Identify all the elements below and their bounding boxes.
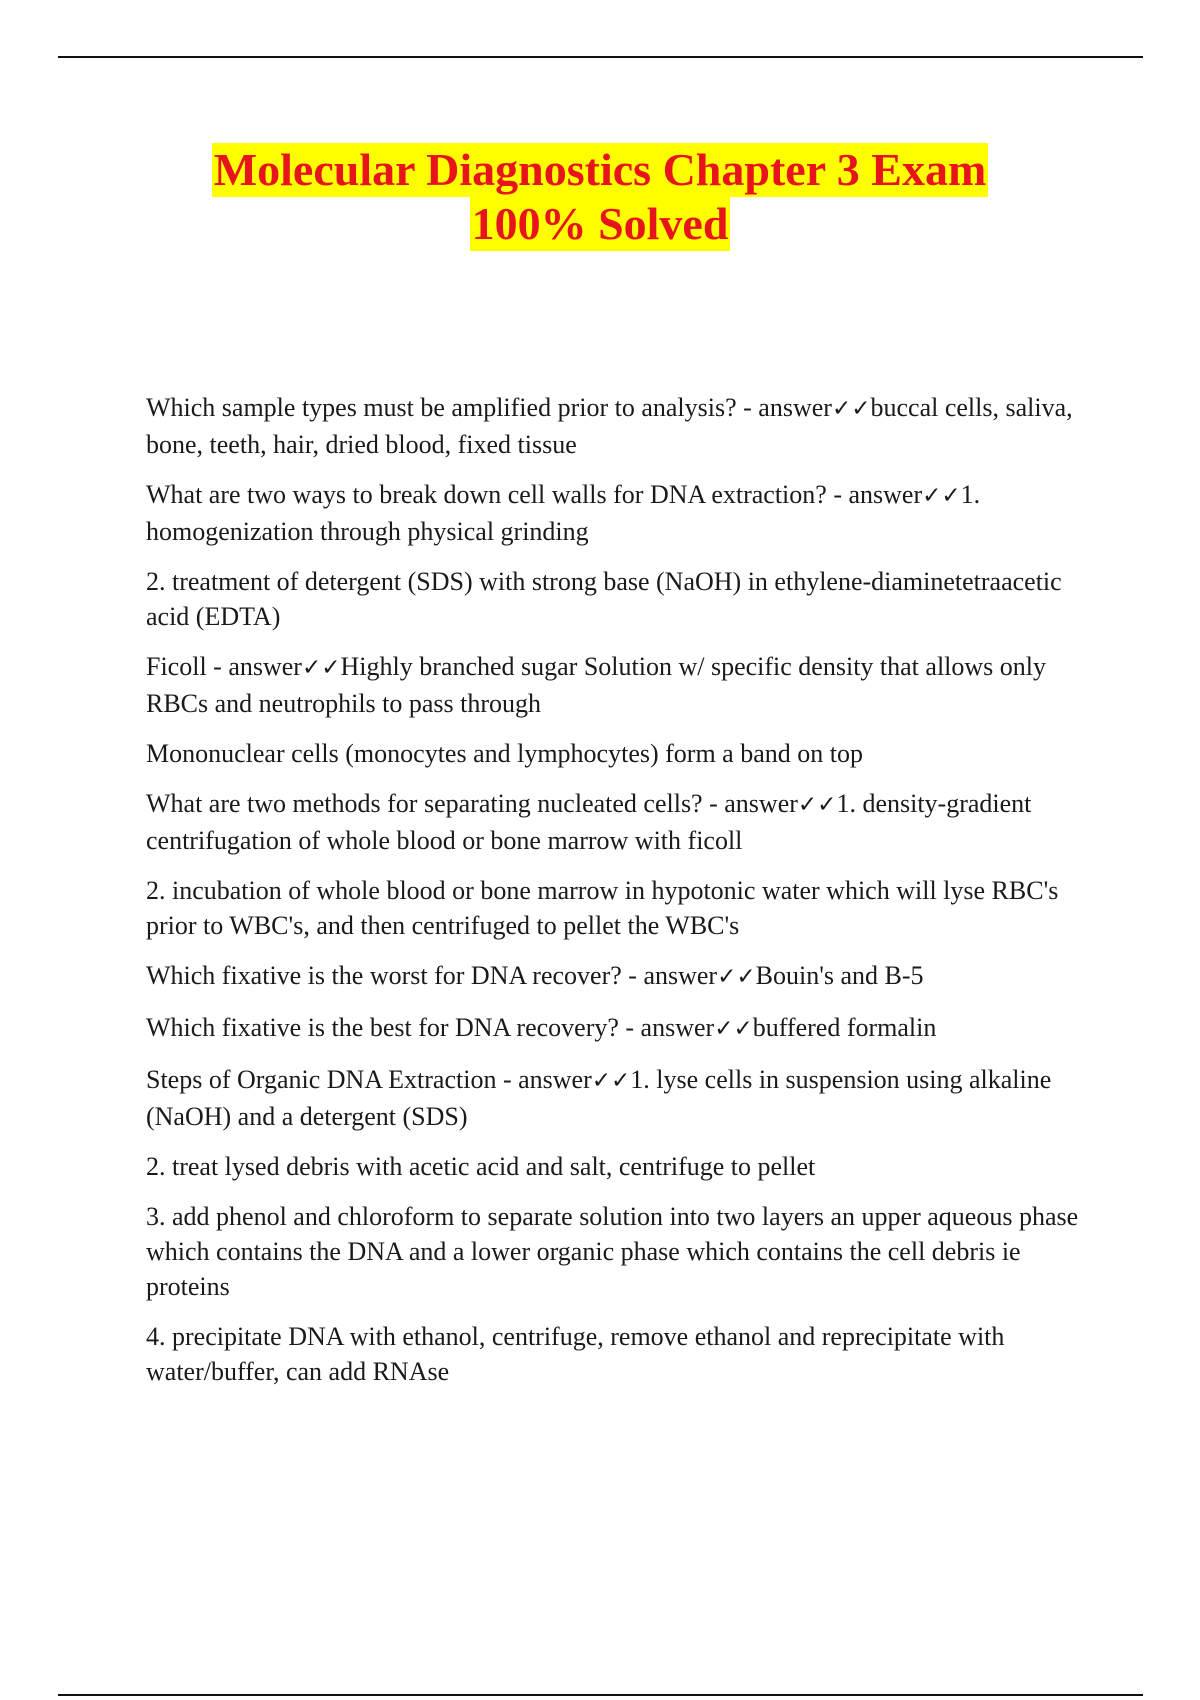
- qa-item: [146, 786, 1091, 858]
- double-check-icon: ✓✓: [717, 964, 756, 990]
- answer-continuation: 3. add phenol and chloroform to separate solution into two layers an upper aqueous phase which contains the DNA and a lower organic phase which contains the cell debris ie proteins: [146, 1202, 1079, 1301]
- answer-text: Bouin's and B-5: [755, 961, 924, 990]
- document-title: [0, 143, 1200, 251]
- answer-text: 1. lyse cells in suspension using alkaline (NaOH) and a detergent (SDS): [146, 1065, 1052, 1131]
- qa-item: [146, 1062, 1091, 1134]
- double-check-icon: ✓✓: [922, 483, 961, 509]
- double-check-icon: ✓✓: [591, 1068, 631, 1094]
- answer-continuation: Mononuclear cells (monocytes and lymphocytes) form a band on top: [146, 739, 863, 768]
- qa-item: [146, 390, 1091, 462]
- title-line-2: 100% Solved: [471, 198, 729, 249]
- answer-text: Highly branched sugar Solution w/ specific density that allows only RBCs and neutrophils to pass through: [146, 652, 1047, 718]
- bottom-rule: [58, 1694, 1143, 1696]
- question-text: Which fixative is the best for DNA recovery? - answer: [146, 1013, 715, 1042]
- double-check-icon: ✓✓: [301, 655, 341, 681]
- answer-text: buccal cells, saliva, bone, teeth, hair, dried blood, fixed tissue: [146, 393, 1073, 459]
- question-text: Ficoll - answer: [146, 652, 302, 681]
- question-text: Which fixative is the worst for DNA recover? - answer: [146, 961, 718, 990]
- question-text: What are two ways to break down cell walls for DNA extraction? - answer: [146, 480, 923, 509]
- double-check-icon: ✓✓: [831, 396, 871, 422]
- answer-text: 1. density-gradient centrifugation of whole blood or bone marrow with ficoll: [146, 789, 1032, 855]
- answer-continuation: 2. incubation of whole blood or bone marrow in hypotonic water which will lyse RBC's prior to WBC's, and then centrifuged to pellet the WBC's: [146, 876, 1059, 940]
- answer-text: 1. homogenization through physical grinding: [146, 480, 981, 546]
- double-check-icon: ✓✓: [797, 792, 837, 818]
- top-rule: [58, 56, 1143, 58]
- answer-text: buffered formalin: [752, 1013, 937, 1042]
- answer-continuation: 4. precipitate DNA with ethanol, centrifuge, remove ethanol and reprecipitate with water/buffer, can add RNAse: [146, 1322, 1005, 1386]
- title-line-1: Molecular Diagnostics Chapter 3 Exam: [213, 144, 987, 195]
- question-text: Steps of Organic DNA Extraction - answer: [146, 1065, 592, 1094]
- qa-item: [146, 958, 1091, 995]
- answer-continuation: 2. treatment of detergent (SDS) with strong base (NaOH) in ethylene-diaminetetraacetic acid (EDTA): [146, 567, 1062, 631]
- answer-continuation: 2. treat lysed debris with acetic acid and salt, centrifuge to pellet: [146, 1152, 816, 1181]
- question-text: Which sample types must be amplified prior to analysis? - answer: [146, 393, 832, 422]
- double-check-icon: ✓✓: [714, 1016, 753, 1042]
- qa-item: [146, 477, 1091, 549]
- qa-content: [146, 390, 1091, 1404]
- qa-item: [146, 649, 1091, 721]
- question-text: What are two methods for separating nucleated cells? - answer: [146, 789, 798, 818]
- qa-item: [146, 1010, 1091, 1047]
